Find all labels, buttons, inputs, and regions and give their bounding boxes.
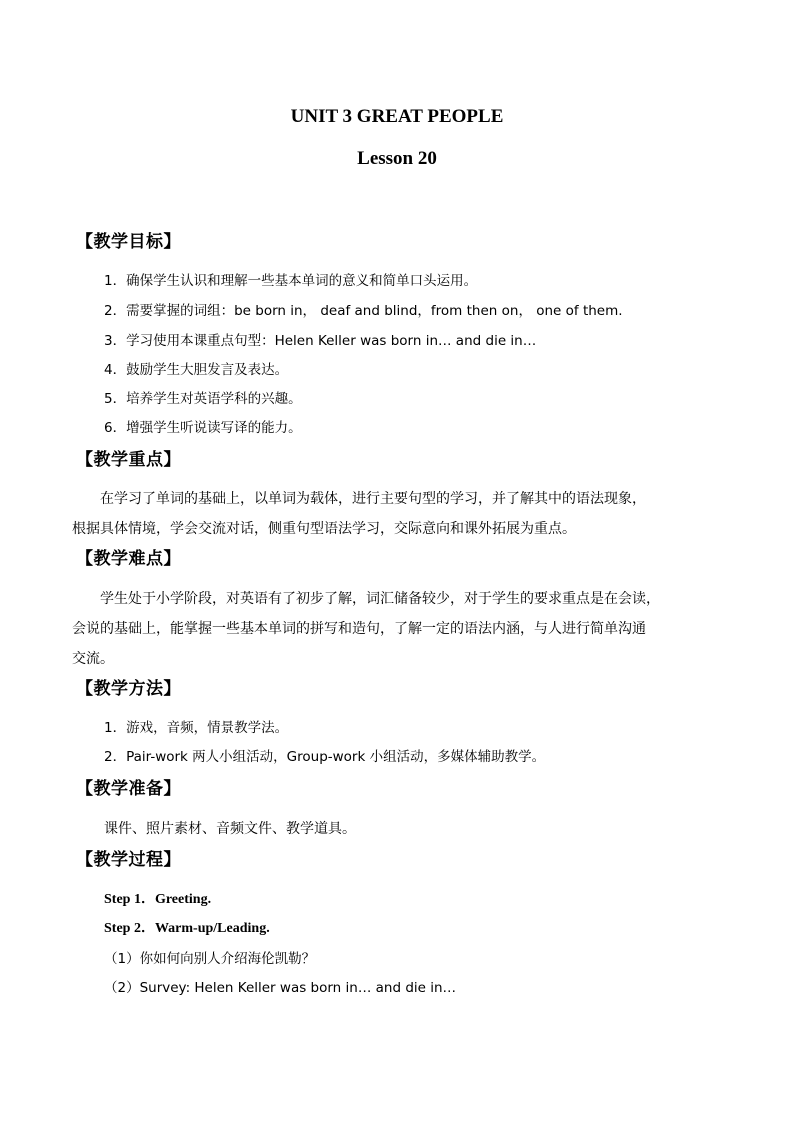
key-points-line-2: 根据具体情境，学会交流对话，侧重句型语法学习，交际意向和课外拓展为重点。 bbox=[72, 521, 576, 537]
key-points-paragraph bbox=[72, 484, 732, 544]
process-step-1: Step 1．Greeting. bbox=[104, 892, 212, 907]
process-sub-item-2: （2）Survey: Helen Keller was born in… and die in… bbox=[104, 980, 457, 996]
objective-item-4: 4．鼓励学生大胆发言及表达。 bbox=[104, 362, 289, 378]
method-item-1: 1．游戏，音频，情景教学法。 bbox=[104, 720, 289, 736]
key-points-line-1: 在学习了单词的基础上，以单词为载体，进行主要句型的学习，并了解其中的语法现象， bbox=[100, 491, 646, 507]
objective-item-6: 6．增强学生听说读写译的能力。 bbox=[104, 420, 302, 436]
preparation-heading: 【教学准备】 bbox=[76, 779, 181, 799]
objective-item-5: 5．培养学生对英语学科的兴趣。 bbox=[104, 391, 302, 407]
process-step-2: Step 2．Warm-up/Leading. bbox=[104, 921, 270, 936]
key-points-heading: 【教学重点】 bbox=[76, 450, 181, 470]
lesson-title: Lesson 20 bbox=[357, 148, 437, 169]
objective-item-2: 2．需要掌握的词组：be born in， deaf and blind，from then on， one of them. bbox=[104, 303, 623, 319]
difficulties-paragraph bbox=[72, 584, 732, 674]
difficulties-heading: 【教学难点】 bbox=[76, 549, 181, 569]
objective-item-3: 3．学习使用本课重点句型：Helen Keller was born in… and die in… bbox=[104, 333, 537, 349]
objectives-heading: 【教学目标】 bbox=[76, 232, 181, 252]
preparation-text: 课件、照片素材、音频文件、教学道具。 bbox=[104, 821, 356, 837]
objective-item-1: 1．确保学生认识和理解一些基本单词的意义和简单口头运用。 bbox=[104, 273, 478, 289]
process-heading: 【教学过程】 bbox=[76, 850, 181, 870]
difficulties-line-3: 交流。 bbox=[72, 651, 114, 667]
unit-title: UNIT 3 GREAT PEOPLE bbox=[290, 106, 504, 127]
method-item-2: 2．Pair-work 两人小组活动，Group-work 小组活动，多媒体辅助教学。 bbox=[104, 749, 546, 765]
difficulties-line-1: 学生处于小学阶段，对英语有了初步了解，词汇储备较少，对于学生的要求重点是在会读， bbox=[100, 591, 660, 607]
difficulties-line-2: 会说的基础上，能掌握一些基本单词的拼写和造句，了解一定的语法内涵，与人进行简单沟通 bbox=[72, 621, 646, 637]
methods-heading: 【教学方法】 bbox=[76, 679, 181, 699]
process-sub-item-1: （1）你如何向别人介绍海伦凯勒？ bbox=[104, 951, 316, 967]
